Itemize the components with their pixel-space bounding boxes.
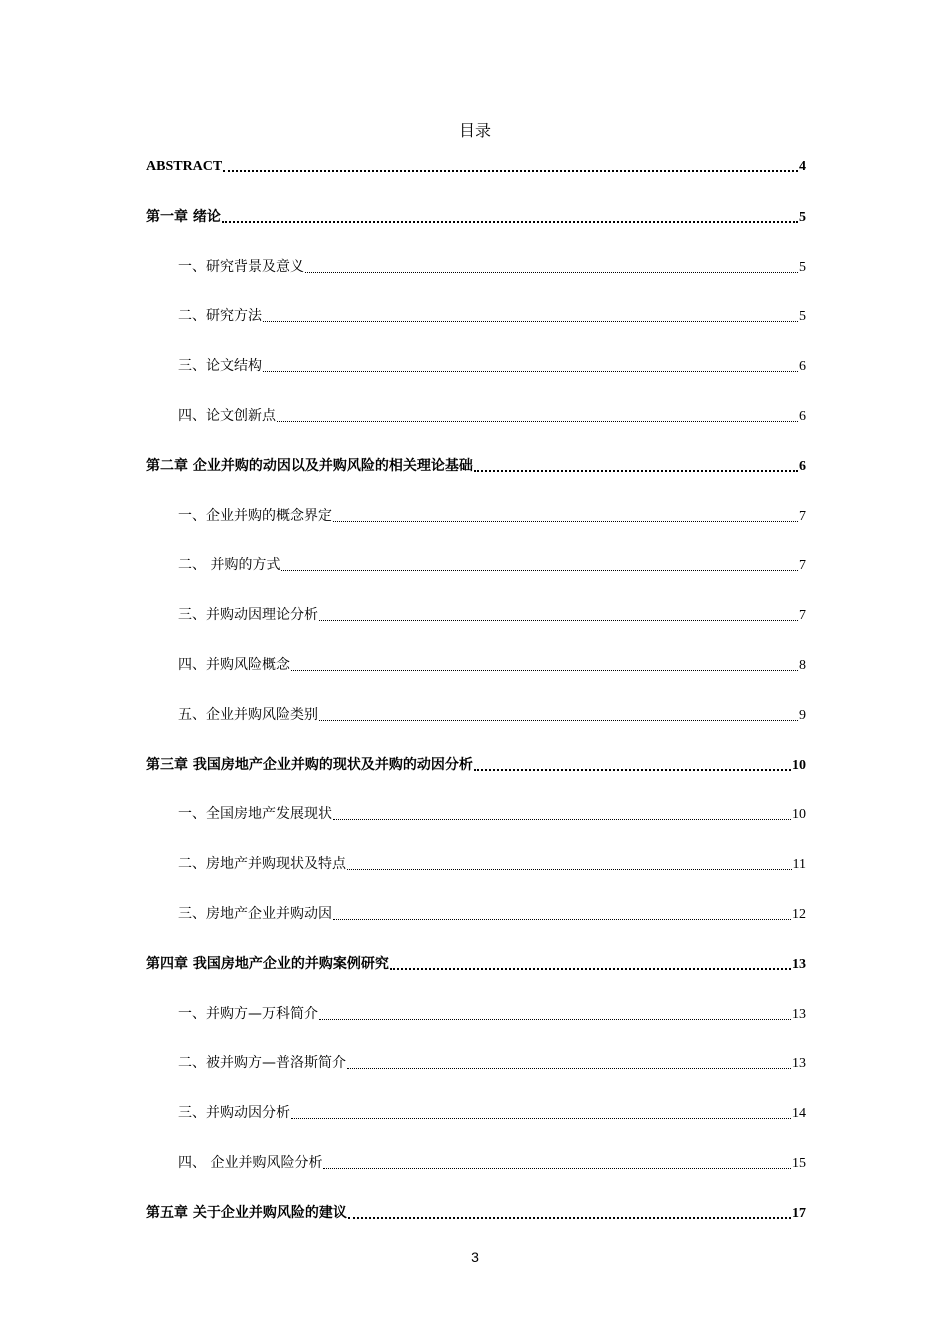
toc-entry-label: 三、论文结构 [178,358,262,374]
toc-entry-label: 四、 企业并购风险分析 [178,1155,323,1171]
toc-dot-leader [474,469,798,472]
toc-chapter-entry[interactable] [146,1204,806,1223]
toc-dot-leader [333,918,791,920]
toc-section-entry[interactable] [178,1054,806,1073]
toc-dot-leader [333,520,798,522]
toc-entry-label: 一、研究背景及意义 [178,259,304,275]
page-number: 3 [471,1249,479,1265]
toc-entry-page: 8 [799,658,806,673]
toc-section-entry[interactable] [178,656,806,675]
toc-entry-page: 6 [799,459,806,474]
toc-dot-leader [305,271,798,273]
toc-section-entry[interactable] [178,357,806,376]
toc-entry-page: 7 [799,509,806,524]
toc-entry-label: 一、企业并购的概念界定 [178,508,332,524]
toc-dot-leader [323,1167,791,1169]
toc-dot-leader [319,1018,791,1020]
toc-entry-page: 6 [799,409,806,424]
toc-entry-page: 9 [799,708,806,723]
toc-entry-page: 17 [792,1206,806,1221]
toc-entry-page: 5 [799,309,806,324]
toc-entry-label: 四、并购风险概念 [178,657,290,673]
toc-section-entry[interactable] [178,556,806,575]
toc-entry-page: 4 [799,159,806,174]
toc-dot-leader [263,370,798,372]
toc-entry-page: 11 [792,857,806,872]
toc-chapter-entry[interactable] [146,457,806,476]
toc-entry-page: 5 [799,210,806,225]
toc-entry-label: 第三章 我国房地产企业并购的现状及并购的动因分析 [146,757,473,773]
toc-entry-label: 第四章 我国房地产企业的并购案例研究 [146,956,389,972]
toc-section-entry[interactable] [178,1104,806,1123]
toc-entry-label: 三、并购动因分析 [178,1105,290,1121]
toc-entry-page: 5 [799,260,806,275]
toc-entry-label: 一、全国房地产发展现状 [178,806,332,822]
toc-section-entry[interactable] [178,706,806,725]
toc-dot-leader [281,569,798,571]
toc-entry-label: 第二章 企业并购的动因以及并购风险的相关理论基础 [146,458,473,474]
toc-entry-page: 10 [792,807,806,822]
toc-dot-leader [333,818,791,820]
toc-section-entry[interactable] [178,258,806,277]
toc-dot-leader [347,1067,791,1069]
toc-entry-label: 三、并购动因理论分析 [178,607,318,623]
toc-section-entry[interactable] [178,507,806,526]
toc-entry-page: 13 [792,1007,806,1022]
toc-section-entry[interactable] [178,606,806,625]
toc-dot-leader [291,669,798,671]
toc-dot-leader [223,169,798,172]
toc-entry-label: 五、企业并购风险类别 [178,707,318,723]
toc-dot-leader [263,320,798,322]
toc-section-entry[interactable] [178,805,806,824]
toc-dot-leader [291,1117,791,1119]
toc-entry-label: ABSTRACT [146,159,223,174]
toc-section-entry[interactable] [178,307,806,326]
toc-entry-page: 15 [792,1156,806,1171]
toc-entry-label: 二、 并购的方式 [178,557,281,573]
toc-entry-label: 二、研究方法 [178,308,262,324]
toc-entry-page: 6 [799,359,806,374]
toc-dot-leader [474,768,791,771]
toc-dot-leader [390,967,791,970]
toc-entry-page: 7 [799,608,806,623]
toc-entry-label: 二、房地产并购现状及特点 [178,856,346,872]
toc-entry-page: 12 [792,907,806,922]
toc-section-entry[interactable] [178,1005,806,1024]
toc-entry-page: 10 [792,758,806,773]
toc-entry-label: 三、房地产企业并购动因 [178,906,332,922]
toc-section-entry[interactable] [178,407,806,426]
toc-entry-page: 7 [799,558,806,573]
toc-section-entry[interactable] [178,1154,806,1173]
toc-title: 目录 [458,121,491,140]
toc-dot-leader [319,619,798,621]
toc-section-entry[interactable] [178,855,806,874]
toc-dot-leader [222,220,798,223]
toc-chapter-entry[interactable] [146,158,806,176]
toc-dot-leader [277,420,798,422]
toc-chapter-entry[interactable] [146,756,806,775]
toc-section-entry[interactable] [178,905,806,924]
toc-dot-leader [347,868,792,870]
toc-entry-label: 二、被并购方—普洛斯简介 [178,1055,346,1071]
toc-chapter-entry[interactable] [146,208,806,227]
toc-entry-label: 四、论文创新点 [178,408,276,424]
toc-dot-leader [319,719,798,721]
toc-entry-page: 13 [792,957,806,972]
toc-entry-page: 13 [792,1056,806,1071]
toc-chapter-entry[interactable] [146,955,806,974]
toc-entry-label: 第一章 绪论 [146,209,221,225]
toc-dot-leader [348,1216,791,1219]
toc-entry-label: 一、并购方—万科简介 [178,1006,318,1022]
toc-entry-label: 第五章 关于企业并购风险的建议 [146,1205,347,1221]
toc-entry-page: 14 [792,1106,806,1121]
